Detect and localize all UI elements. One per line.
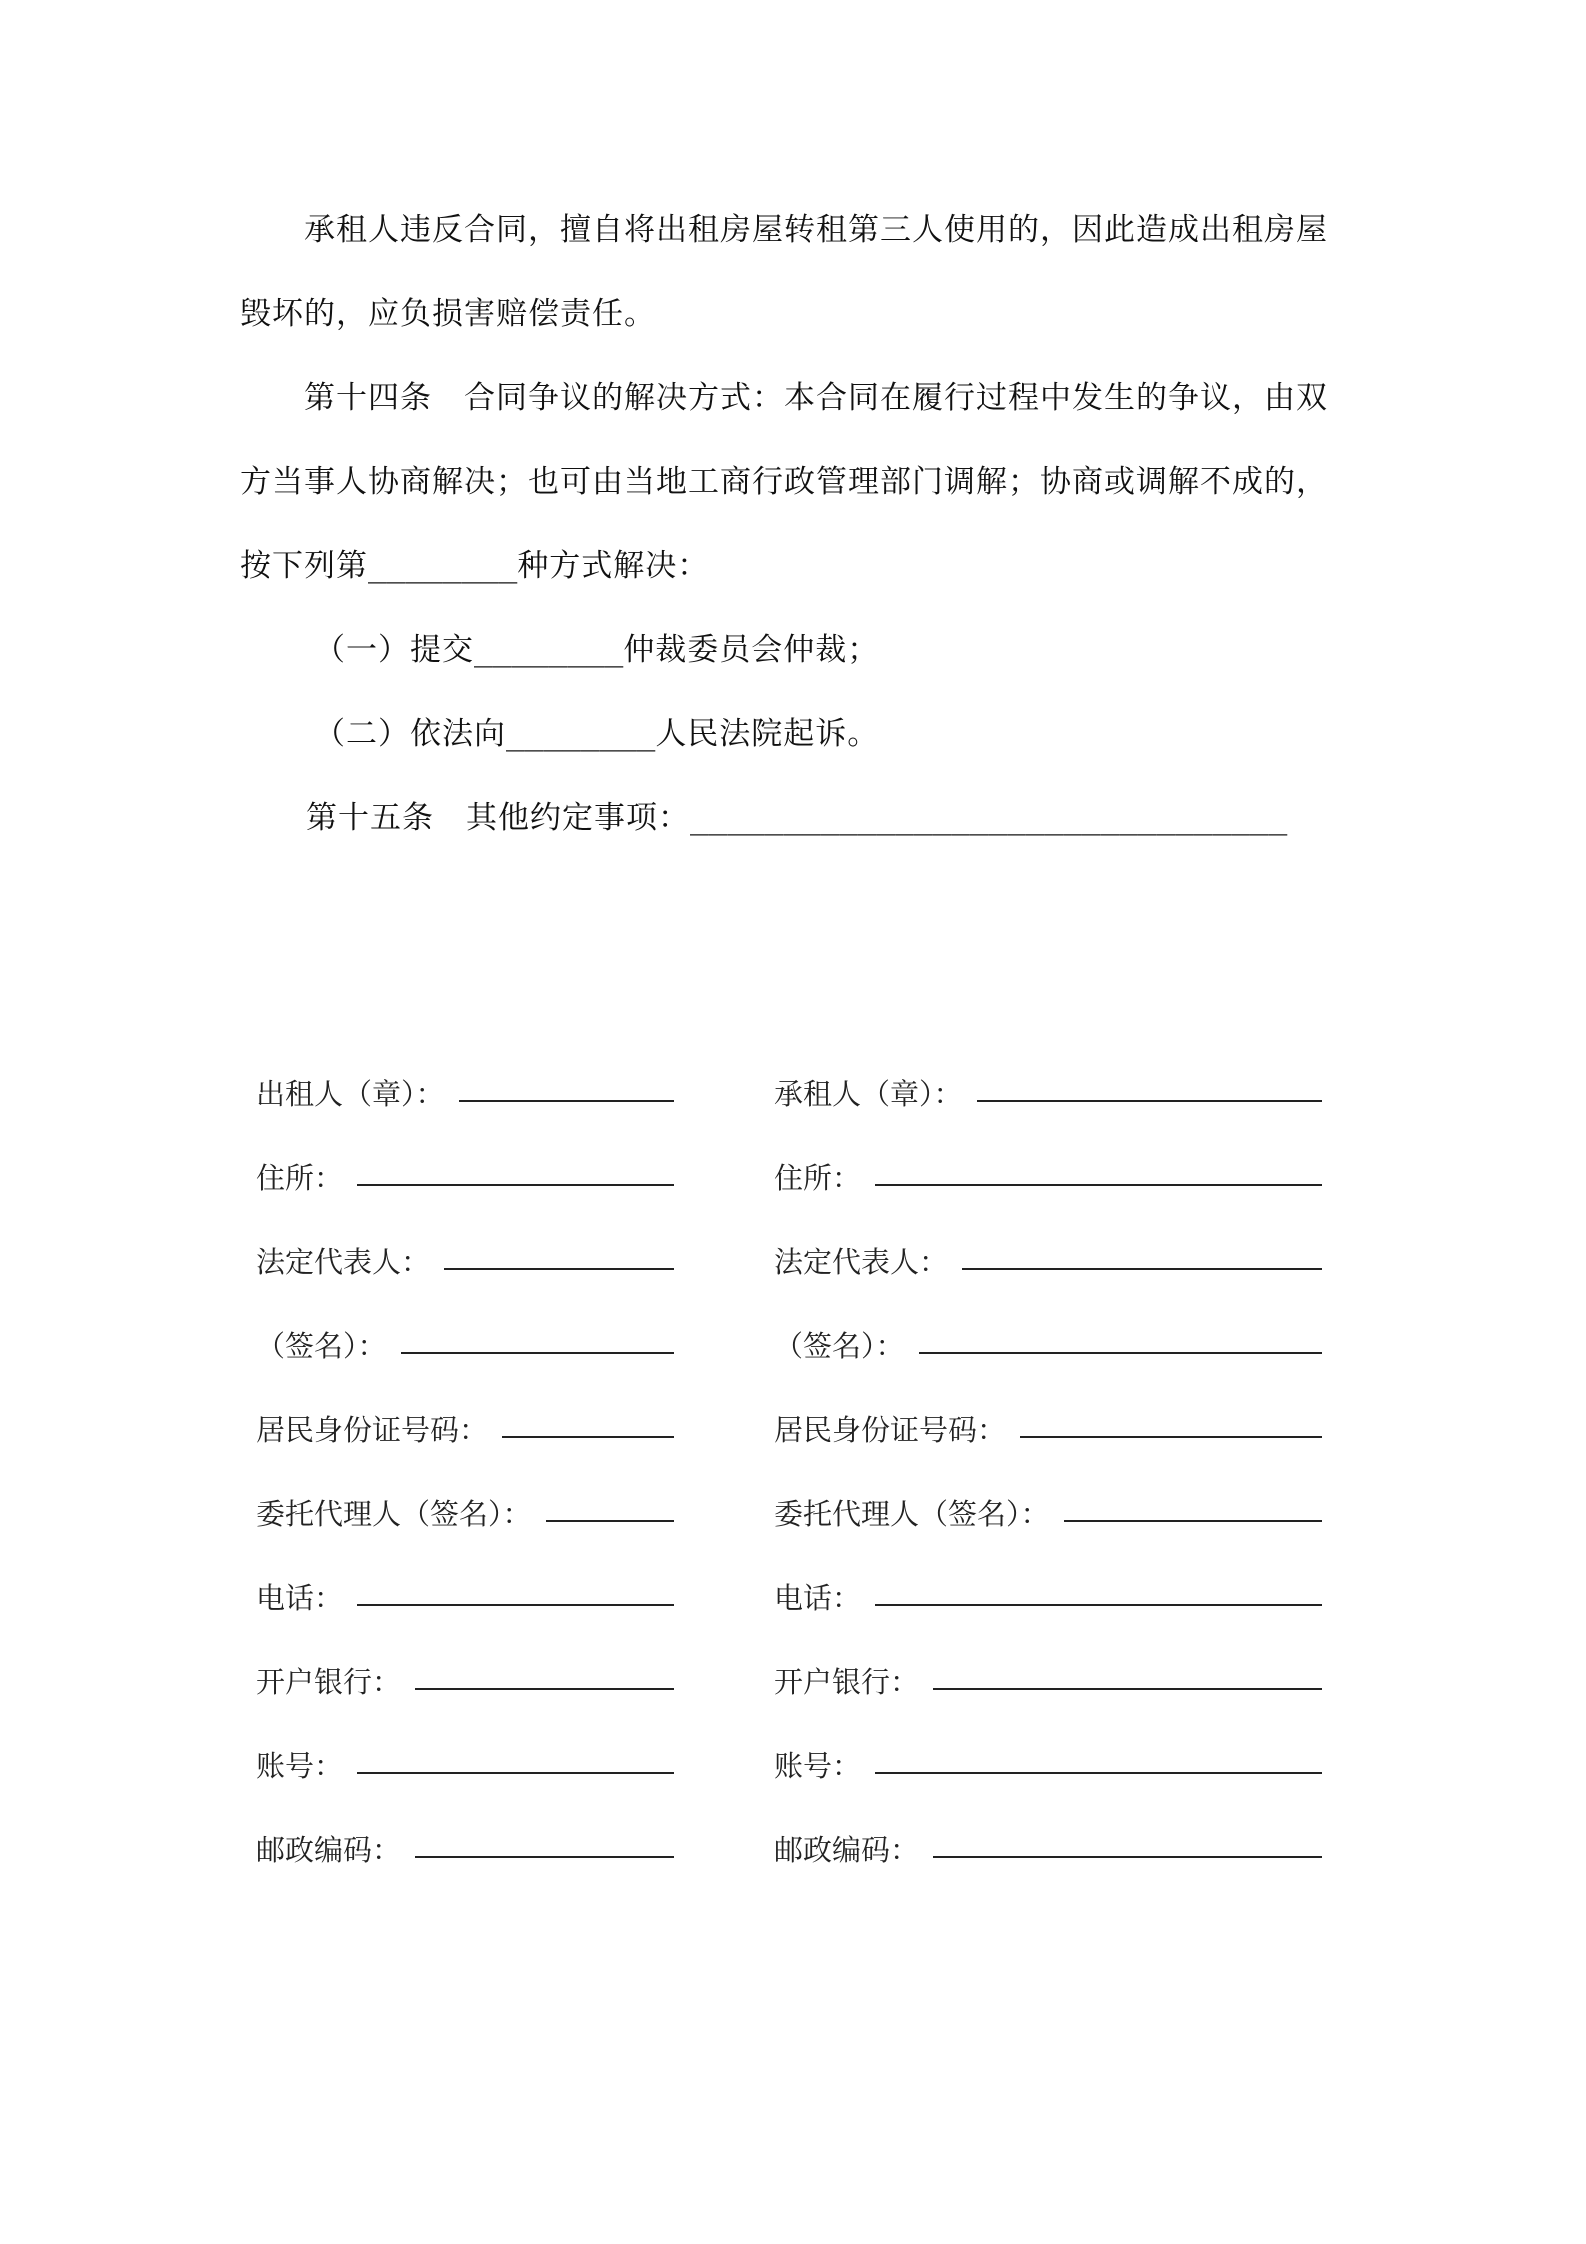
method-blank: ________ [368,548,518,584]
signature-line [875,1603,1322,1606]
lessee-seal-label: 承租人（章）： [774,1077,963,1111]
signature-row [774,1198,1322,1282]
signature-line [357,1771,674,1774]
signature-row [256,1198,674,1282]
lessee-address-label: 住所： [774,1161,862,1195]
signature-line [1020,1435,1322,1438]
signature-line [875,1771,1322,1774]
clause-13-text: 承租人违反合同，擅自将出租房屋转租第三人使用的，因此造成出租房屋毁坏的，应负损害赔偿责任。 [240,212,1328,332]
clause-14-option-2 [314,692,879,776]
option-1-suffix: 仲裁委员会仲裁； [623,632,880,668]
lessee-signature-label: （签名）： [774,1329,905,1363]
signature-line [933,1855,1322,1858]
lessee-signature-block [774,1030,1322,1870]
lessor-seal-label: 出租人（章）： [256,1077,445,1111]
signature-line [962,1267,1322,1270]
lessor-signature-block [256,1030,674,1870]
lessor-legal-rep-label: 法定代表人： [256,1245,431,1279]
lessor-account-label: 账号： [256,1749,344,1783]
signature-line [1064,1519,1322,1522]
lessee-phone-label: 电话： [774,1581,862,1615]
signature-line [415,1855,674,1858]
clause-13-tail [240,188,1340,356]
signature-row [774,1366,1322,1450]
lessor-phone-label: 电话： [256,1581,344,1615]
lessor-postcode-label: 邮政编码： [256,1833,402,1867]
signature-line [357,1183,674,1186]
lessor-agent-label: 委托代理人（签名）： [256,1497,532,1531]
court-blank: ________ [506,716,656,752]
clause-14-text: 合同争议的解决方式：本合同在履行过程中发生的争议，由双方当事人协商解决；也可由当地工商行政管理部门调解；协商或调解不成的，按下列第 [240,380,1328,584]
signature-line [444,1267,674,1270]
option-2-suffix: 人民法院起诉。 [655,716,880,752]
signature-row [256,1030,674,1114]
signature-row [774,1534,1322,1618]
signature-row [256,1450,674,1534]
option-1-prefix: （一）提交 [314,632,474,668]
clause-14-heading: 第十四条 [304,380,432,416]
signature-line [933,1687,1322,1690]
option-2-prefix: （二）依法向 [314,716,506,752]
lessee-account-label: 账号： [774,1749,862,1783]
arbitration-blank: ________ [474,632,624,668]
clause-14 [240,356,1340,608]
clause-15-text: 其他约定事项： [466,800,690,836]
lessor-bank-label: 开户银行： [256,1665,402,1699]
signature-row [774,1702,1322,1786]
lessee-id-number-label: 居民身份证号码： [774,1413,1007,1447]
signature-row [256,1114,674,1198]
signature-row [256,1366,674,1450]
signature-row [256,1534,674,1618]
signature-row [256,1282,674,1366]
signature-line [919,1351,1322,1354]
lessor-address-label: 住所： [256,1161,344,1195]
signature-row [774,1618,1322,1702]
signature-line [546,1519,674,1522]
signature-row [774,1114,1322,1198]
lessor-id-number-label: 居民身份证号码： [256,1413,489,1447]
signature-row [774,1450,1322,1534]
signature-row [256,1618,674,1702]
signature-row [256,1702,674,1786]
signature-line [357,1603,674,1606]
signature-line [415,1687,674,1690]
lessee-bank-label: 开户银行： [774,1665,920,1699]
lessee-legal-rep-label: 法定代表人： [774,1245,949,1279]
clause-15-heading: 第十五条 [306,800,434,836]
signature-line [875,1183,1322,1186]
clause-15 [306,776,1287,860]
lessee-agent-label: 委托代理人（签名）： [774,1497,1050,1531]
other-terms-blank: ________________________________ [690,800,1288,836]
signature-row [774,1786,1322,1870]
lessee-postcode-label: 邮政编码： [774,1833,920,1867]
signature-line [977,1099,1322,1102]
signature-line [401,1351,674,1354]
clause-14-text-end: 种方式解决： [517,548,710,584]
signature-line [502,1435,674,1438]
lessor-signature-label: （签名）： [256,1329,387,1363]
signature-row [256,1786,674,1870]
signature-row [774,1282,1322,1366]
signature-line [459,1099,674,1102]
signature-row [774,1030,1322,1114]
clause-14-option-1 [314,608,879,692]
